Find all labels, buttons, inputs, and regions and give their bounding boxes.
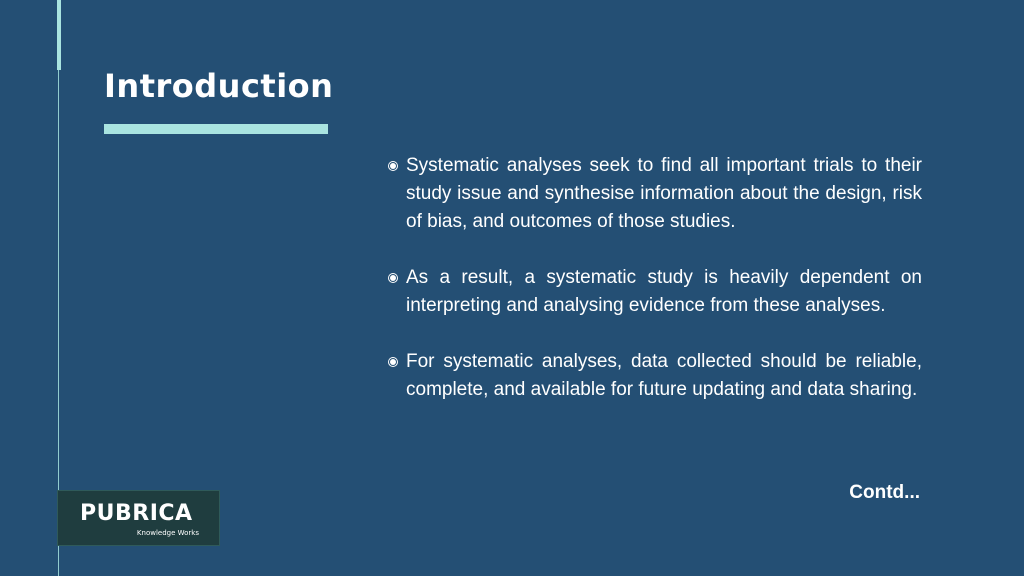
- logo-tagline: Knowledge Works: [136, 529, 199, 537]
- continued-label: Contd...: [849, 482, 920, 503]
- bullet-icon: [390, 163, 396, 169]
- bullet-text: As a result, a systematic study is heavily dependent on interpreting and analysing evidence from these analyses.: [406, 267, 922, 316]
- bullet-icon: [390, 359, 396, 365]
- bullet-text: For systematic analyses, data collected should be reliable, complete, and available for future updating and data sharing.: [406, 351, 922, 400]
- bullet-item: [388, 264, 922, 320]
- slide-title: Introduction: [104, 67, 334, 105]
- bullet-item: [388, 348, 922, 404]
- bullet-text: Systematic analyses seek to find all important trials to their study issue and synthesise information about the design, risk of bias, and outcomes of those studies.: [406, 155, 922, 232]
- pubrica-logo: [57, 490, 220, 546]
- bullet-icon: [390, 275, 396, 281]
- bullet-list: [388, 152, 922, 432]
- bullet-item: [388, 152, 922, 236]
- decorative-vertical-accent: [57, 0, 61, 70]
- title-underline: [104, 124, 328, 134]
- logo-name: PUBRICA: [80, 501, 193, 526]
